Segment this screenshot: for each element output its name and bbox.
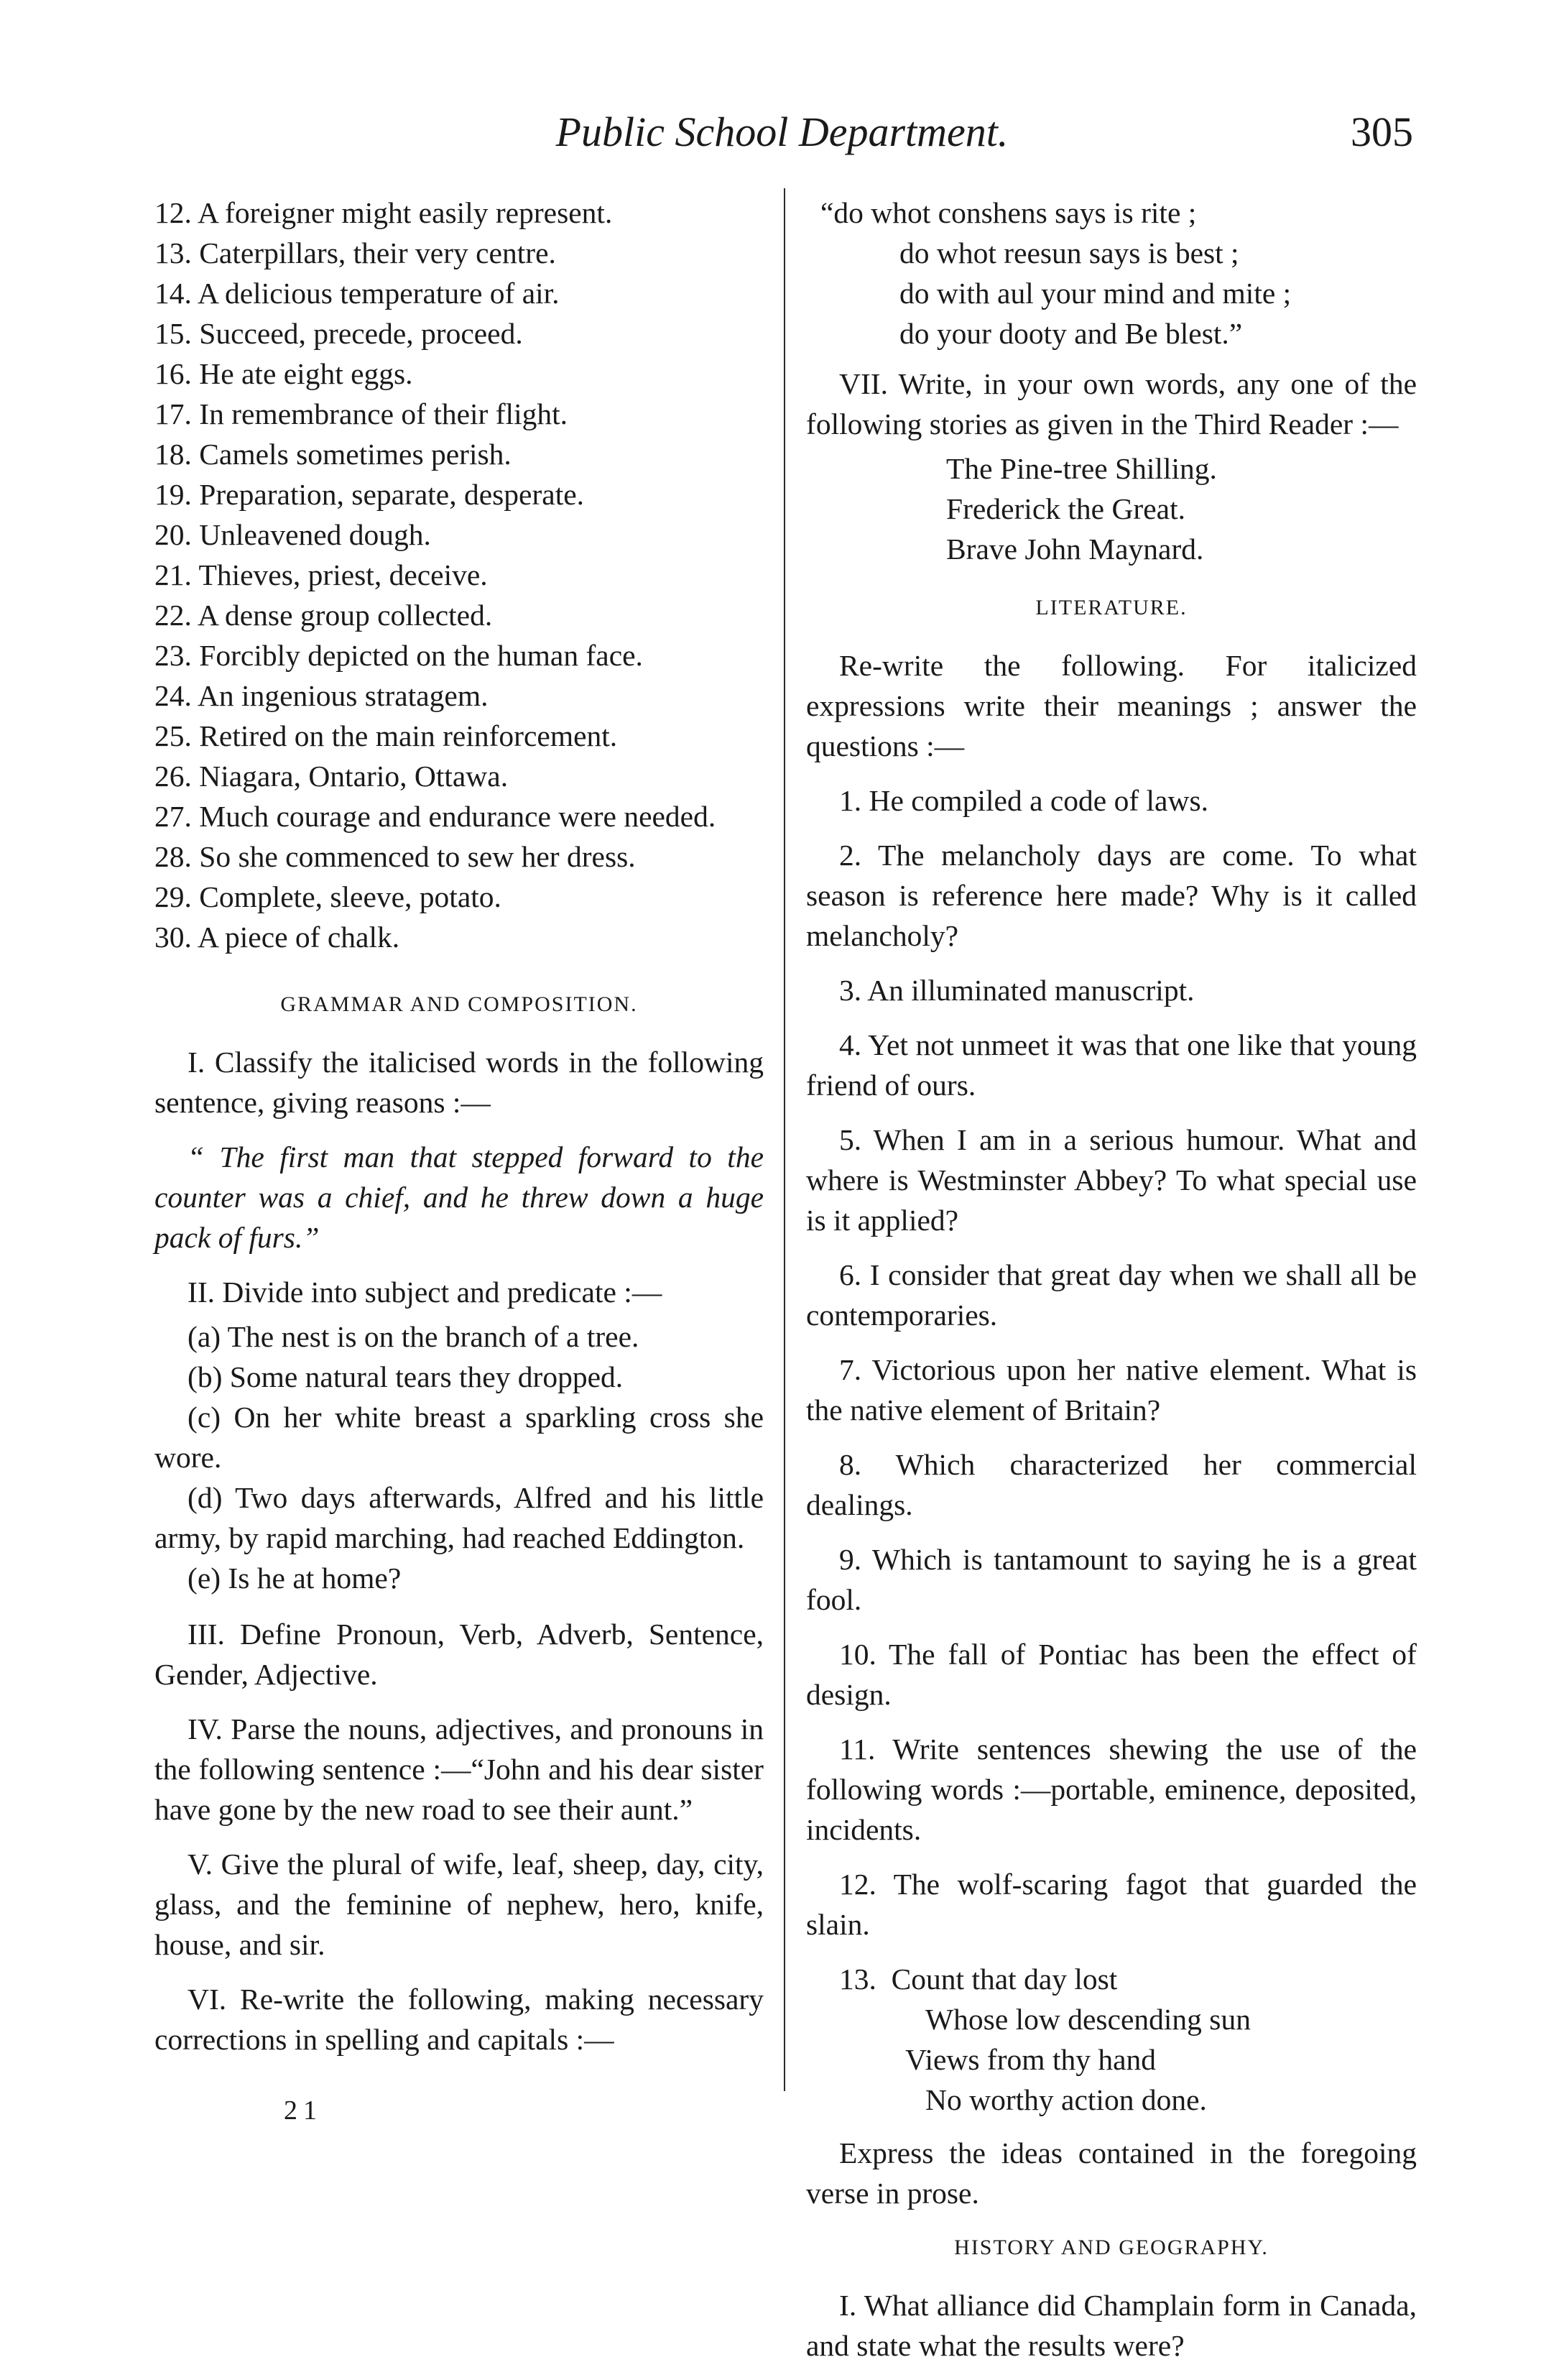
verse-line: do whot reesun says is best ;	[899, 236, 1239, 269]
story-list	[806, 448, 1417, 569]
poem-text: Count that day lost	[891, 1962, 1118, 1996]
literature-item: 11. Write sentences shewing the use of the following words :—portable, eminence, deposited, incidents.	[806, 1733, 1417, 1846]
list-item: 30. A piece of chalk.	[154, 921, 400, 954]
literature-item: 8. Which characterized her commercial dealings.	[806, 1448, 1417, 1521]
list-item: 28. So she commenced to sew her dress.	[154, 840, 636, 873]
story-title: Frederick the Great.	[946, 492, 1185, 525]
list-item: 22. A dense group collected.	[154, 599, 493, 632]
spelling-list	[154, 193, 764, 957]
right-column	[806, 193, 1417, 2380]
question-1-sentence: “ The first man that stepped forward to the counter was a chief, and he threw down a huge pack of furs.”	[154, 1140, 764, 1254]
list-item: 12. A foreigner might easily represent.	[154, 196, 613, 229]
literature-item: 1. He compiled a code of laws.	[839, 784, 1208, 817]
list-item: 19. Preparation, separate, desperate.	[154, 478, 585, 511]
list-item: 29. Complete, sleeve, potato.	[154, 880, 501, 913]
question-2: II. Divide into subject and predicate :—	[188, 1276, 662, 1309]
question-7: VII. Write, in your own words, any one of the following stories as given in the Third Reader :—	[806, 367, 1417, 441]
list-item: 26. Niagara, Ontario, Ottawa.	[154, 760, 509, 793]
poem-line: Whose low descending sun	[925, 2003, 1251, 2036]
list-item: 14. A delicious temperature of air.	[154, 277, 560, 310]
list-item: 24. An ingenious stratagem.	[154, 679, 489, 712]
question-2-item: (b) Some natural tears they dropped.	[188, 1360, 624, 1393]
left-column	[154, 193, 764, 2074]
list-item: 23. Forcibly depicted on the human face.	[154, 639, 643, 672]
page-number: 305	[1351, 109, 1413, 155]
literature-item: 10. The fall of Pontiac has been the effect of design.	[806, 1638, 1417, 1711]
poem-line: Views from thy hand	[905, 2043, 1157, 2076]
column-rule	[784, 188, 785, 2091]
signature-mark: 21	[284, 2095, 323, 2126]
list-item: 13. Caterpillars, their very centre.	[154, 236, 556, 269]
section-heading-literature: LITERATURE.	[1035, 596, 1188, 619]
verse-line: do your dooty and Be blest.”	[899, 317, 1243, 350]
running-title: Public School Department.	[555, 109, 1009, 155]
running-header	[0, 108, 1564, 165]
literature-item: 3. An illuminated manuscript.	[839, 974, 1195, 1007]
story-title: The Pine-tree Shilling.	[946, 452, 1217, 485]
question-5: V. Give the plural of wife, leaf, sheep, day, city, glass, and the feminine of nephew, hero, knife, house, and sir.	[154, 1848, 764, 1961]
question-4: IV. Parse the nouns, adjectives, and pronouns in the following sentence :—“John and his dear sister have gone by the new road to see their aunt.”	[154, 1712, 764, 1826]
list-item: 20. Unleavened dough.	[154, 518, 431, 551]
section-heading-history: HISTORY AND GEOGRAPHY.	[954, 2236, 1269, 2259]
literature-item: 9. Which is tantamount to saying he is a great fool.	[806, 1543, 1417, 1616]
verse-line: “do whot conshens says is rite ;	[820, 196, 1197, 229]
question-2-item: (d) Two days afterwards, Alfred and his little army, by rapid marching, had reached Eddington.	[154, 1481, 764, 1554]
list-item: 21. Thieves, priest, deceive.	[154, 558, 488, 591]
verse-line: do with aul your mind and mite ;	[899, 277, 1292, 310]
question-6: VI. Re-write the following, making necessary corrections in spelling and capitals :—	[154, 1983, 764, 2056]
list-item: 16. He ate eight eggs.	[154, 357, 413, 390]
question-2-item: (c) On her white breast a sparkling cross she wore.	[154, 1401, 764, 1474]
history-question-1: I. What alliance did Champlain form in Canada, and state what the results were?	[806, 2289, 1417, 2362]
literature-item: 6. I consider that great day when we shall all be contemporaries.	[806, 1258, 1417, 1332]
story-title: Brave John Maynard.	[946, 532, 1204, 566]
question-2-item: (e) Is he at home?	[188, 1562, 402, 1595]
literature-item: 5. When I am in a serious humour. What and where is Westminster Abbey? To what special use is it applied?	[806, 1123, 1417, 1237]
literature-intro: Re-write the following. For italicized expressions write their meanings ; answer the questions :—	[806, 649, 1417, 762]
poem-task: Express the ideas contained in the foregoing verse in prose.	[806, 2136, 1417, 2210]
poem-line	[839, 1959, 1417, 1999]
literature-item: 7. Victorious upon her native element. What is the native element of Britain?	[806, 1353, 1417, 1426]
question-1: I. Classify the italicised words in the following sentence, giving reasons :—	[154, 1046, 764, 1119]
question-3: III. Define Pronoun, Verb, Adverb, Sentence, Gender, Adjective.	[154, 1618, 764, 1691]
list-item: 15. Succeed, precede, proceed.	[154, 317, 523, 350]
list-item: 27. Much courage and endurance were needed.	[154, 800, 716, 833]
section-heading-grammar: GRAMMAR AND COMPOSITION.	[280, 992, 638, 1016]
literature-item: 12. The wolf-scaring fagot that guarded the slain.	[806, 1868, 1417, 1941]
literature-item: 4. Yet not unmeet it was that one like that young friend of ours.	[806, 1028, 1417, 1102]
poem-line: No worthy action done.	[925, 2083, 1207, 2116]
list-item: 25. Retired on the main reinforcement.	[154, 719, 618, 752]
question-2-item: (a) The nest is on the branch of a tree.	[188, 1320, 639, 1353]
misspelled-verse	[806, 193, 1417, 354]
poem-number: 13.	[839, 1962, 876, 1996]
poem-block	[806, 1959, 1417, 2120]
list-item: 17. In remembrance of their flight.	[154, 397, 568, 430]
list-item: 18. Camels sometimes perish.	[154, 438, 512, 471]
literature-item: 2. The melancholy days are come. To what season is reference here made? Why is it called melancholy?	[806, 839, 1417, 952]
